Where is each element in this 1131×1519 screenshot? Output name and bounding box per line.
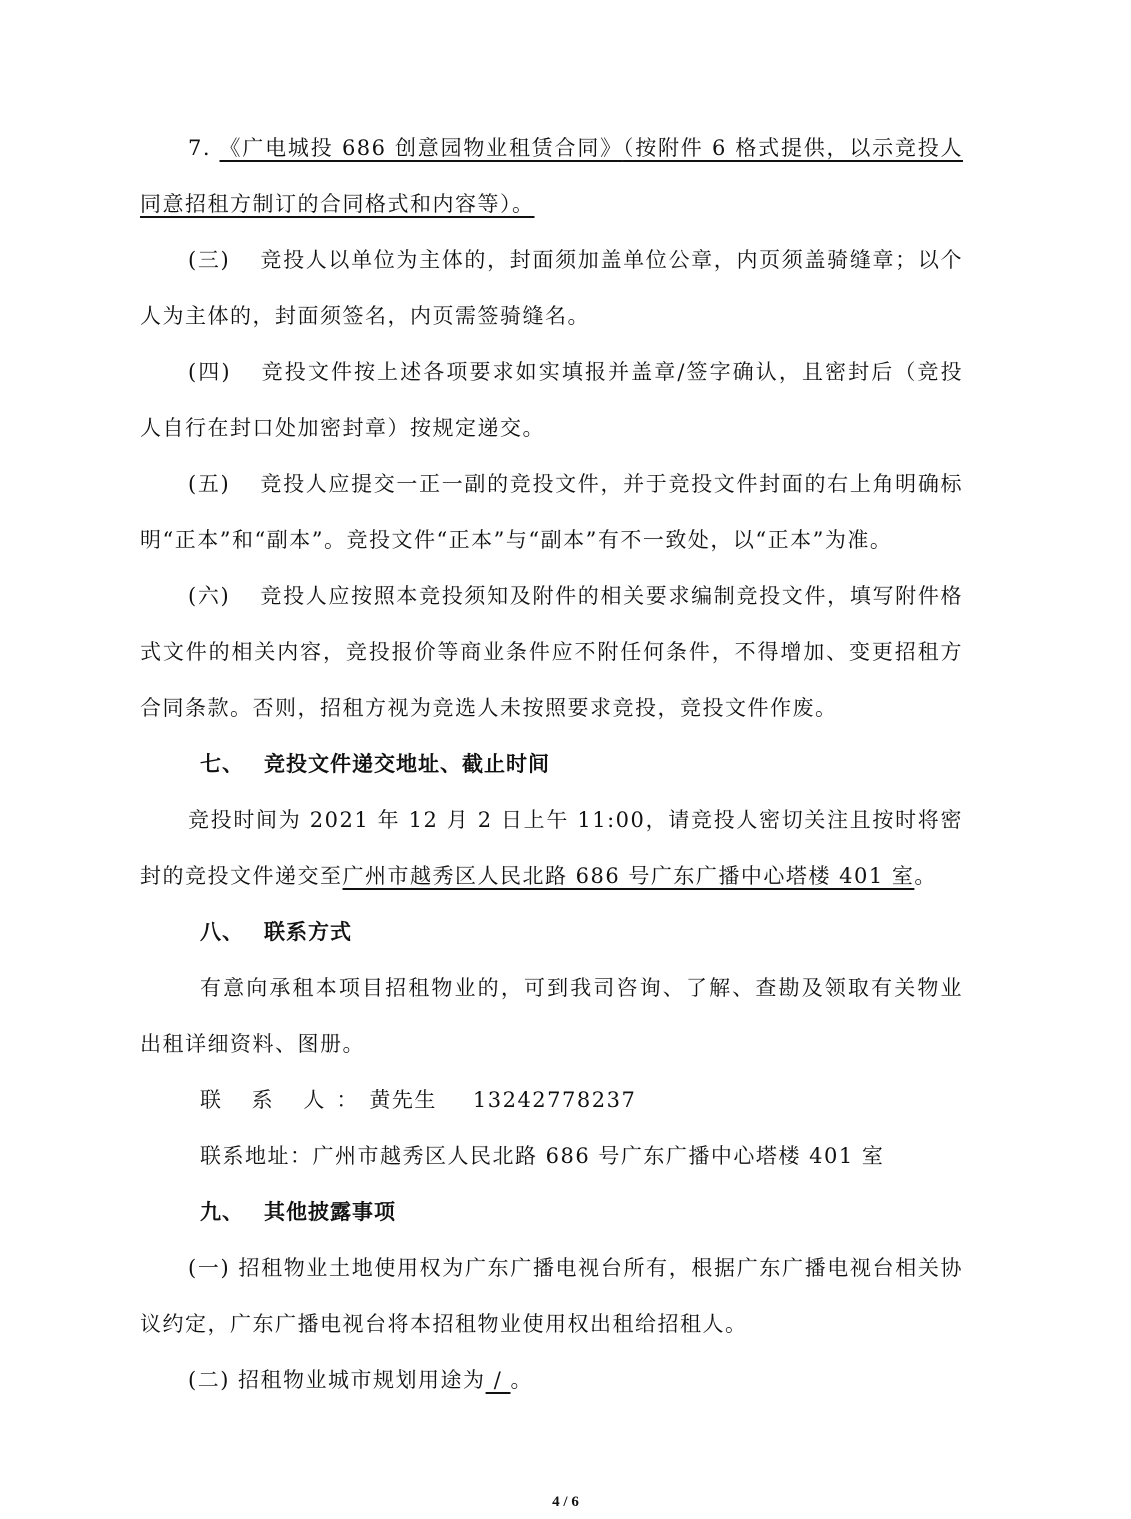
submission-address: 广州市越秀区人民北路 686 号广东广播中心塔楼 401 室: [342, 864, 915, 888]
item-7-rest: （按附件 6 格式提供，以示竞投人同意招租方制订的合同格式和内容等）。: [140, 136, 963, 216]
section-9-item-2: [140, 1352, 963, 1408]
item-7-underlined-text: [140, 136, 963, 216]
paragraph-5-label: (五): [188, 472, 231, 496]
paragraph-5-text: 竞投人应提交一正一副的竞投文件，并于竞投文件封面的右上角明确标明“正本”和“副本”。竞投文件“正本”与“副本”有不一致处，以“正本”为准。: [140, 472, 964, 552]
section-7-number: 七、: [200, 752, 244, 776]
section-9-number: 九、: [200, 1200, 244, 1224]
section-7-text: [140, 792, 963, 904]
section-8-title: 联系方式: [264, 920, 352, 944]
section-9-item-2-after: 。: [510, 1368, 533, 1392]
page-number: 4 / 6: [552, 1494, 579, 1510]
contact-address-label: 联系地址：: [200, 1144, 313, 1168]
section-7-heading: [140, 736, 963, 792]
section-8-number: 八、: [200, 920, 244, 944]
paragraph-4-text: 竞投文件按上述各项要求如实填报并盖章/签字确认，且密封后（竞投人自行在封口处加密封章）按规定递交。: [140, 360, 963, 440]
contact-person-name: 黄先生: [369, 1088, 437, 1112]
paragraph-6-text: 竞投人应按照本竞投须知及附件的相关要求编制竞投文件，填写附件格式文件的相关内容，竞投报价等商业条件应不附任何条件，不得增加、变更招租方合同条款。否则，招租方视为竞选人未按照要求竞投，竞投文件作废。: [140, 584, 964, 720]
section-9-item-2-before: (二) 招租物业城市规划用途为: [188, 1368, 486, 1392]
section-7-text-after: 。: [914, 864, 937, 888]
section-9-item-1: (一) 招租物业土地使用权为广东广播电视台所有，根据广东广播电视台相关协议约定，广东广播电视台将本招租物业使用权出租给招租人。: [140, 1256, 963, 1336]
planned-use-value: /: [485, 1368, 511, 1392]
item-7: [140, 120, 963, 232]
contact-address: 广州市越秀区人民北路 686 号广东广播中心塔楼 401 室: [312, 1144, 885, 1168]
paragraph-6-label: (六): [188, 584, 231, 608]
section-8-text: 有意向承租本项目招租物业的，可到我司咨询、了解、查勘及领取有关物业出租详细资料、图册。: [140, 976, 963, 1056]
contact-address-row: [140, 1128, 963, 1184]
contact-phone: 13242778237: [472, 1088, 637, 1112]
paragraph-5: [140, 456, 963, 568]
contact-person-label: 联 系 人：: [200, 1088, 370, 1112]
paragraph-3-text: 竞投人以单位为主体的，封面须加盖单位公章，内页须盖骑缝章；以个人为主体的，封面须签名，内页需签骑缝名。: [140, 248, 964, 328]
section-9-heading: [140, 1184, 963, 1240]
paragraph-4-label: (四): [188, 360, 232, 384]
section-8-heading: [140, 904, 963, 960]
section-7-text-before: 竞投时间为 2021 年 12 月 2 日上午 11:00，请竞投人密切关注且按时将密封的竞投文件递交至: [140, 808, 963, 888]
contract-title: 《广电城投 686 创意园物业租赁合同》: [219, 136, 623, 160]
contact-person-row: [140, 1072, 963, 1128]
paragraph-3: [140, 232, 963, 344]
paragraph-4: [140, 344, 963, 456]
document-body: [140, 120, 963, 1408]
item-7-number: 7.: [188, 136, 212, 160]
section-9-title: 其他披露事项: [264, 1200, 396, 1224]
paragraph-3-label: (三): [188, 248, 231, 272]
paragraph-6: [140, 568, 963, 736]
section-7-title: 竞投文件递交地址、截止时间: [264, 752, 550, 776]
